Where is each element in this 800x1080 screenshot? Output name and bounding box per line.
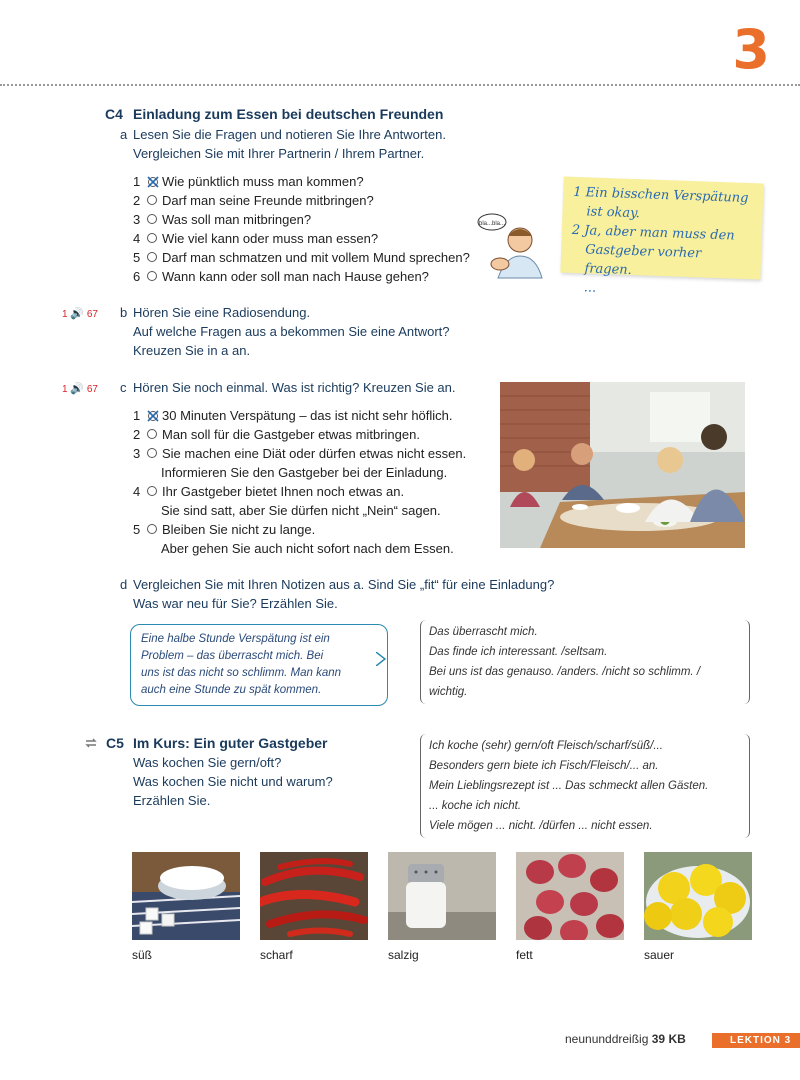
task-a-list	[133, 172, 470, 286]
lemons-photo	[644, 852, 752, 940]
speech-mini-text: bla...bla...	[478, 221, 506, 227]
speech-bubble-example: Eine halbe Stunde Verspätung ist ein Problem – das überrascht mich. Bei uns ist das nicht so schlimm. Man kann auch eine Stunde zu spät kommen.	[130, 624, 388, 706]
dinner-party-photo	[500, 382, 745, 548]
checkbox-circle-icon[interactable]	[147, 233, 157, 243]
task-c-letter: c	[120, 380, 127, 395]
chapter-number: 3	[732, 18, 770, 81]
checkbox-circle-icon[interactable]	[147, 448, 157, 458]
food-label: fett	[516, 948, 533, 962]
page-footer: neununddreißig 39 KB	[565, 1032, 686, 1046]
phrase-box-c5: Ich koche (sehr) gern/oft Fleisch/scharf/süß/... Besonders gern biete ich Fisch/Fleisch/... an. Mein Lieblingsrezept ist ... Das schmeckt allen Gästen. ... koche ich nicht. Viele mögen ... nicht. /dürfen ... nicht essen.	[420, 734, 750, 838]
list-item[interactable]: 2 Man soll für die Gastgeber etwas mitbringen.	[133, 427, 420, 442]
task-d-letter: d	[120, 577, 128, 592]
task-a-line1: Lesen Sie die Fragen und notieren Sie Ihre Antworten.	[133, 127, 446, 142]
list-item[interactable]: 4 Ihr Gastgeber bietet Ihnen noch etwas an.	[133, 484, 405, 499]
answer-note: 1 Ein bisschen Verspätung ist okay. 2 Ja, aber man muss den Gastgeber vorher fragen. ...	[560, 177, 763, 280]
section-c4-number: C4	[105, 106, 123, 122]
section-c5-instruction: Was kochen Sie gern/oft? Was kochen Sie nicht und warum? Erzählen Sie.	[133, 755, 333, 808]
list-item[interactable]: 4 Wie viel kann oder muss man essen?	[133, 231, 379, 246]
speaker-icon: 🔊	[70, 308, 85, 320]
task-c-list	[133, 406, 466, 558]
list-item[interactable]: 5 Darf man schmatzen und mit vollem Mund sprechen?	[133, 250, 470, 265]
food-label: süß	[132, 948, 153, 962]
list-item-continuation: Aber gehen Sie auch nicht sofort nach dem Essen.	[161, 541, 454, 556]
task-a-letter: a	[120, 127, 128, 142]
list-item[interactable]: 1 30 Minuten Verspätung – das ist nicht sehr höflich.	[133, 408, 453, 423]
food-label: sauer	[644, 948, 675, 962]
bubble-tail-icon	[376, 652, 386, 666]
audio-reference[interactable]: 1 🔊 67	[62, 308, 98, 320]
checkbox-circle-icon[interactable]	[147, 429, 157, 439]
phrase-box-d: Das überrascht mich. Das finde ich interessant. /seltsam. Bei uns ist das genauso. /anders. /nicht so schlimm. / wichtig.	[420, 620, 750, 704]
audio-reference[interactable]: 1 🔊 67	[62, 383, 98, 395]
section-c5-number: C5	[106, 735, 124, 751]
checked-circle-icon[interactable]	[147, 410, 159, 422]
task-a-line2: Vergleichen Sie mit Ihrer Partnerin / Ihrem Partner.	[133, 146, 425, 161]
chili-photo	[260, 852, 368, 940]
checkbox-circle-icon[interactable]	[147, 486, 157, 496]
task-c-instruction: Hören Sie noch einmal. Was ist richtig? Kreuzen Sie an.	[133, 380, 456, 395]
section-c5-title: Im Kurs: Ein guter Gastgeber	[133, 735, 328, 751]
partner-exchange-icon	[84, 737, 98, 749]
cartoon-man-illustration	[476, 212, 546, 280]
salami-photo	[516, 852, 624, 940]
list-item[interactable]: 5 Bleiben Sie nicht zu lange.	[133, 522, 316, 537]
section-c4-title: Einladung zum Essen bei deutschen Freunden	[133, 106, 444, 122]
header-divider	[0, 84, 800, 86]
list-item-continuation: Sie sind satt, aber Sie dürfen nicht „Nein“ sagen.	[161, 503, 441, 518]
salt-shaker-photo	[388, 852, 496, 940]
checkbox-circle-icon[interactable]	[147, 271, 157, 281]
list-item[interactable]: 3 Was soll man mitbringen?	[133, 212, 312, 227]
task-a-instruction	[133, 125, 446, 163]
checked-circle-icon[interactable]	[147, 176, 159, 188]
task-b-letter: b	[120, 305, 128, 320]
sugar-photo	[132, 852, 240, 940]
list-item[interactable]: 3 Sie machen eine Diät oder dürfen etwas nicht essen.	[133, 446, 467, 461]
list-item[interactable]: 1 Wie pünktlich muss man kommen?	[133, 174, 364, 189]
list-item-continuation: Informieren Sie den Gastgeber bei der Einladung.	[161, 465, 448, 480]
task-d-instruction: Vergleichen Sie mit Ihren Notizen aus a. Sind Sie „fit“ für eine Einladung? Was war neu für Sie? Erzählen Sie.	[133, 577, 555, 611]
list-item[interactable]: 2 Darf man seine Freunde mitbringen?	[133, 193, 374, 208]
checkbox-circle-icon[interactable]	[147, 252, 157, 262]
task-b-instruction: Hören Sie eine Radiosendung. Auf welche Fragen aus a bekommen Sie eine Antwort? Kreuzen Sie in a an.	[133, 305, 450, 358]
food-label: salzig	[388, 948, 419, 962]
lesson-tab: LEKTION 3	[712, 1033, 800, 1048]
checkbox-circle-icon[interactable]	[147, 524, 157, 534]
food-label: scharf	[260, 948, 293, 962]
checkbox-circle-icon[interactable]	[147, 195, 157, 205]
checkbox-circle-icon[interactable]	[147, 214, 157, 224]
speaker-icon: 🔊	[70, 383, 85, 395]
list-item[interactable]: 6 Wann kann oder soll man nach Hause gehen?	[133, 269, 429, 284]
